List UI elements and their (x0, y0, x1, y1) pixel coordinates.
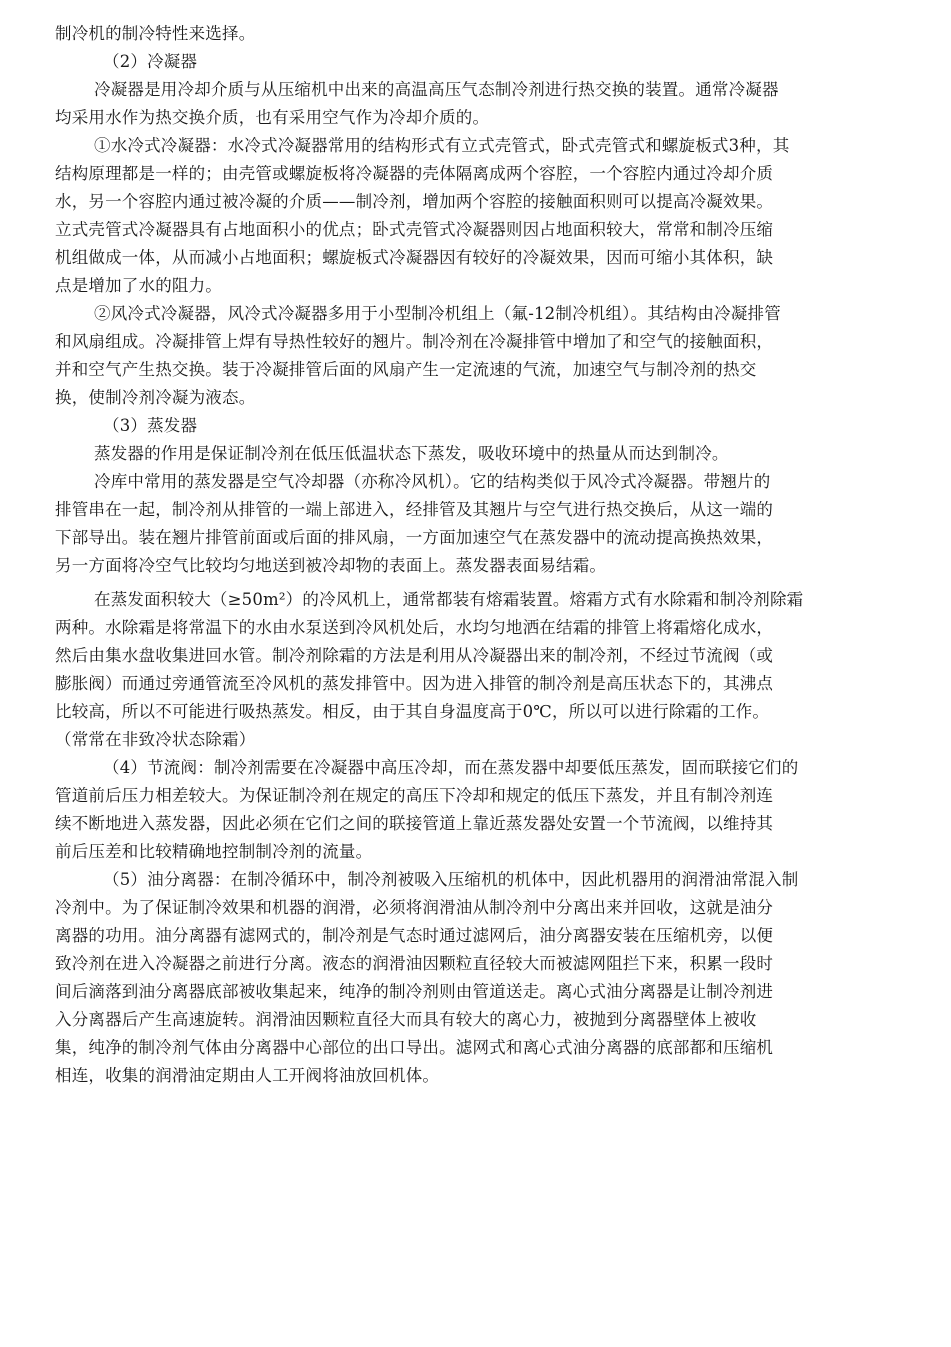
text-line: （3）蒸发器 (103, 416, 198, 435)
text-line: 制冷机的制冷特性来选择。 (55, 24, 256, 43)
text-line: 集，纯净的制冷剂气体由分离器中心部位的出口导出。滤网式和离心式油分离器的底部都和压缩机 (55, 1038, 774, 1057)
text-line: 冷凝器是用冷却介质与从压缩机中出来的高温高压气态制冷剂进行热交换的装置。通常冷凝器 (94, 80, 779, 99)
text-line: 蒸发器的作用是保证制冷剂在低压低温状态下蒸发，吸收环境中的热量从而达到制冷。 (94, 444, 729, 463)
text-line: （2）冷凝器 (103, 52, 198, 71)
text-line: 换，使制冷剂冷凝为液态。 (55, 388, 256, 407)
text-line: 离器的功用。油分离器有滤网式的，制冷剂是气态时通过滤网后，油分离器安装在压缩机旁，以便 (55, 926, 774, 945)
text-line: 和风扇组成。冷凝排管上焊有导热性较好的翘片。制冷剂在冷凝排管中增加了和空气的接触面积， (55, 332, 774, 351)
text-line: 相连，收集的润滑油定期由人工开阀将油放回机体。 (55, 1066, 440, 1085)
text-line: 膨胀阀）而通过旁通管流至冷风机的蒸发排管中。因为进入排管的制冷剂是高压状态下的，其沸点 (55, 674, 774, 693)
text-line: 立式壳管式冷凝器具有占地面积小的优点；卧式壳管式冷凝器则因占地面积较大，常常和制冷压缩 (55, 220, 774, 239)
text-line: 并和空气产生热交换。装于冷凝排管后面的风扇产生一定流速的气流，加速空气与制冷剂的热交 (55, 360, 757, 379)
text-line: 间后滴落到油分离器底部被收集起来，纯净的制冷剂则由管道送走。离心式油分离器是让制冷剂进 (55, 982, 774, 1001)
text-line: 管道前后压力相差较大。为保证制冷剂在规定的高压下冷却和规定的低压下蒸发，并且有制冷剂连 (55, 786, 774, 805)
text-line: 均采用水作为热交换介质，也有采用空气作为冷却介质的。 (55, 108, 490, 127)
text-line: 排管串在一起，制冷剂从排管的一端上部进入，经排管及其翘片与空气进行热交换后，从这一端的 (55, 500, 774, 519)
text-line: 然后由集水盘收集进回水管。制冷剂除霜的方法是利用从冷凝器出来的制冷剂，不经过节流阀（或 (55, 646, 774, 665)
text-line: 两种。水除霜是将常温下的水由水泵送到冷风机处后，水均匀地洒在结霜的排管上将霜熔化成水， (55, 618, 774, 637)
text-line: 入分离器后产生高速旋转。润滑油因颗粒直径大而具有较大的离心力，被抛到分离器壁体上被收 (55, 1010, 757, 1029)
text-line: 另一方面将冷空气比较均匀地送到被冷却物的表面上。蒸发器表面易结霜。 (55, 556, 607, 575)
text-line: ①水冷式冷凝器：水冷式冷凝器常用的结构形式有立式壳管式，卧式壳管式和螺旋板式3种，其 (94, 136, 790, 155)
text-line: 续不断地进入蒸发器，因此必须在它们之间的联接管道上靠近蒸发器处安置一个节流阀，以维持其 (55, 814, 774, 833)
text-line: （常常在非致冷状态除霜） (55, 730, 256, 749)
text-line: 致冷剂在进入冷凝器之前进行分离。液态的润滑油因颗粒直径较大而被滤网阻拦下来，积累一段时 (55, 954, 774, 973)
text-line: 比较高，所以不可能进行吸热蒸发。相反，由于其自身温度高于0℃，所以可以进行除霜的工作。 (55, 702, 770, 721)
text-line: 点是增加了水的阻力。 (55, 276, 222, 295)
text-line: 水，另一个容腔内通过被冷凝的介质——制冷剂，增加两个容腔的接触面积则可以提高冷凝效果。 (55, 192, 774, 211)
text-line: （5）油分离器：在制冷循环中，制冷剂被吸入压缩机的机体中，因此机器用的润滑油常混入制 (103, 870, 799, 889)
text-line: （4）节流阀：制冷剂需要在冷凝器中高压冷却，而在蒸发器中却要低压蒸发，固而联接它们的 (103, 758, 799, 777)
text-line: 冷剂中。为了保证制冷效果和机器的润滑，必须将润滑油从制冷剂中分离出来并回收，这就是油分 (55, 898, 774, 917)
text-line: 冷库中常用的蒸发器是空气冷却器（亦称冷风机）。它的结构类似于风冷式冷凝器。带翘片的 (94, 472, 771, 491)
text-line: 结构原理都是一样的；由壳管或螺旋板将冷凝器的壳体隔离成两个容腔，一个容腔内通过冷却介质 (55, 164, 774, 183)
text-line: 机组做成一体，从而减小占地面积；螺旋板式冷凝器因有较好的冷凝效果，因而可缩小其体积，缺 (55, 248, 774, 267)
text-line: 前后压差和比较精确地控制制冷剂的流量。 (55, 842, 373, 861)
document-page (55, 20, 893, 1090)
text-line: 下部导出。装在翘片排管前面或后面的排风扇，一方面加速空气在蒸发器中的流动提高换热效果， (55, 528, 774, 547)
text-line: ②风冷式冷凝器，风冷式冷凝器多用于小型制冷机组上（氟-12制冷机组）。其结构由冷凝排管 (94, 304, 781, 323)
text-line: 在蒸发面积较大（≥50m²）的冷风机上，通常都装有熔霜装置。熔霜方式有水除霜和制冷剂除霜 (94, 590, 804, 609)
